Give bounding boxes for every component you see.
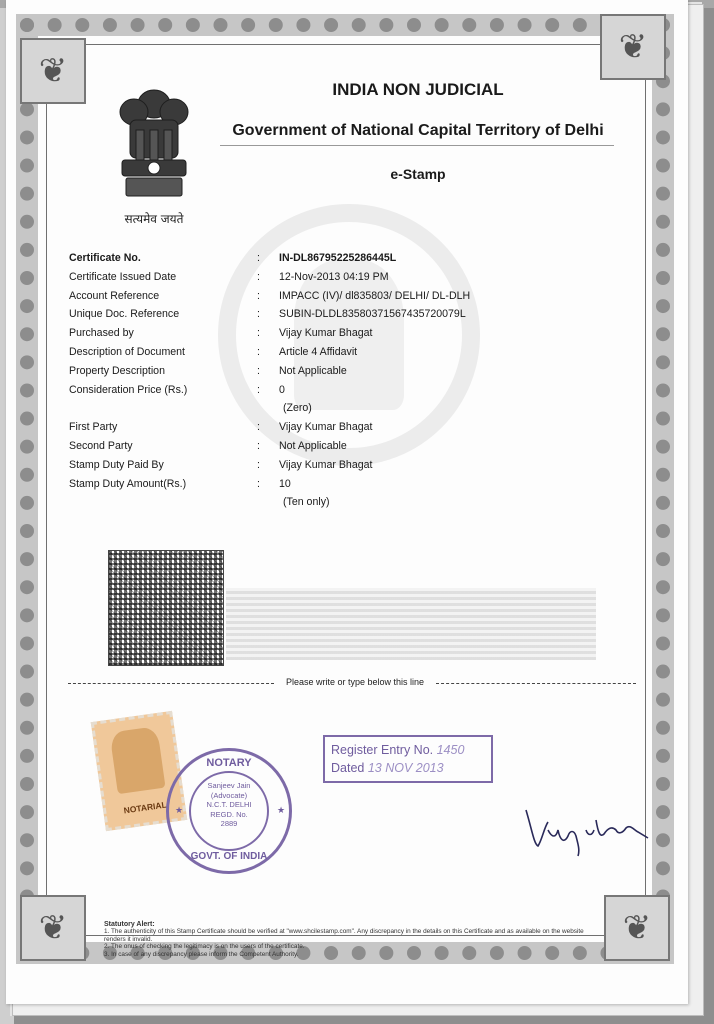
field-colon: : [257,458,260,471]
field-label: Unique Doc. Reference [69,308,180,321]
star-icon: ★ [175,805,184,815]
field-value: (Zero) [283,402,312,415]
field-colon-blank [257,493,279,512]
divider-dash-right [436,683,636,684]
register-entry-number: 1450 [436,743,465,757]
register-dated-label: Dated [331,761,365,775]
seal-line: 2889 [220,819,238,828]
register-dated-value: 13 NOV 2013 [367,761,444,775]
divider-dash-left [68,683,274,684]
field-label: Certificate Issued Date [69,270,177,283]
signature [522,800,652,860]
header-government: Government of National Capital Territory of Delhi [232,122,604,139]
seal-line: N.C.T. DELHI [206,800,252,809]
field-colon: : [257,383,260,396]
field-colon: : [257,270,260,283]
field-row-stamp-duty-paid-by [69,456,613,475]
field-colon: : [257,345,260,358]
notary-seal [166,748,292,874]
field-value: Vijay Kumar Bhagat [279,421,373,434]
alert-item: 2. The onus of checking the legitimacy is on the users of the certificate. [104,943,305,951]
field-row-property-description [69,362,613,381]
field-row-consideration-price [69,381,613,400]
field-row-issued-date [69,268,613,287]
field-colon: : [257,421,260,434]
alert-title: Statutory Alert: [104,921,155,928]
field-colon: : [257,252,260,264]
field-value: Not Applicable [279,364,347,377]
field-row-purchased-by [69,324,613,343]
field-label: Property Description [69,364,165,377]
corner-ornament-icon: ❦ [20,38,86,104]
national-emblem [104,82,204,232]
field-value: Vijay Kumar Bhagat [279,327,373,340]
field-row-first-party [69,418,613,437]
corner-ornament-icon: ❦ [604,895,670,961]
field-value: (Ten only) [283,496,330,509]
field-row-second-party [69,437,613,456]
seal-line: REGD. No. [210,809,248,819]
field-row-certificate-no [69,249,613,268]
alert-item: 1. The authenticity of this Stamp Certificate should be verified at "www.shcilestamp.com". Any discrepancy in the details on this Certificate and as available on the website renders it invalid. [104,928,584,943]
field-value: IN-DL86795225286445L [279,252,397,264]
seal-details [187,781,271,829]
header-estamp: e-Stamp [390,166,446,182]
field-value: Vijay Kumar Bhagat [279,458,373,471]
field-colon: : [257,308,260,321]
field-label: First Party [69,421,118,434]
field-label [69,399,257,418]
field-value: 0 [279,383,285,396]
field-value: Article 4 Affidavit [279,345,358,358]
field-label: Account Reference [69,289,160,302]
seal-line: Sanjeev Jain [207,781,251,790]
field-label: Stamp Duty Amount(Rs.) [69,477,187,490]
header-rule [220,145,614,146]
register-dated-line [331,759,485,777]
field-colon: : [257,364,260,377]
register-entry-stamp [323,735,493,783]
field-row-stamp-duty-amount [69,475,613,494]
corner-ornament-icon: ❦ [20,895,86,961]
field-label: Consideration Price (Rs.) [69,383,188,396]
stamp-paper-sheet [6,0,688,1004]
seal-bottom-text: GOVT. OF INDIA [190,851,268,862]
field-row-account-reference [69,287,613,306]
seal-line: (Advocate) [210,790,248,800]
qr-code [108,550,224,666]
field-label: Description of Document [69,345,185,358]
field-label [69,493,257,512]
alert-item: 3. In case of any discrepancy please inform the Competent Authority. [104,950,299,958]
register-entry-label: Register Entry No. [331,743,434,757]
statutory-alert [104,921,594,958]
field-value: Not Applicable [279,439,347,452]
corner-ornament-icon: ❦ [600,14,666,80]
notarial-stamp-label: NOTARIAL [123,799,168,816]
field-colon: : [257,439,260,452]
field-colon-blank [257,399,279,418]
field-colon: : [257,477,260,490]
field-label: Stamp Duty Paid By [69,458,164,471]
field-colon: : [257,327,260,340]
emblem-motto: सत्यमेव जयते [124,212,184,226]
stamp-emblem-icon [109,726,165,794]
field-colon: : [257,289,260,302]
field-row-stamp-duty-words [69,493,613,512]
lion-capital-icon [104,82,204,207]
field-value: IMPACC (IV)/ dl835803/ DELHI/ DL-DLH [279,289,471,302]
field-value: 12-Nov-2013 04:19 PM [279,270,389,283]
star-icon: ★ [277,805,286,815]
field-row-description [69,343,613,362]
divider-label: Please write or type below this line [285,677,425,687]
field-label: Purchased by [69,327,134,340]
field-label: Certificate No. [69,252,141,264]
header-title: INDIA NON JUDICIAL [332,80,504,99]
field-value: 10 [279,477,291,490]
field-value: SUBIN-DLDL83580371567435720079L [279,308,466,321]
field-label: Second Party [69,439,133,452]
seal-top-text: NOTARY [206,757,252,769]
field-row-consideration-words [69,399,613,418]
register-entry-line [331,741,485,759]
certificate-fields [69,249,613,512]
security-microtext-band [226,588,596,660]
field-row-unique-doc-reference [69,305,613,324]
